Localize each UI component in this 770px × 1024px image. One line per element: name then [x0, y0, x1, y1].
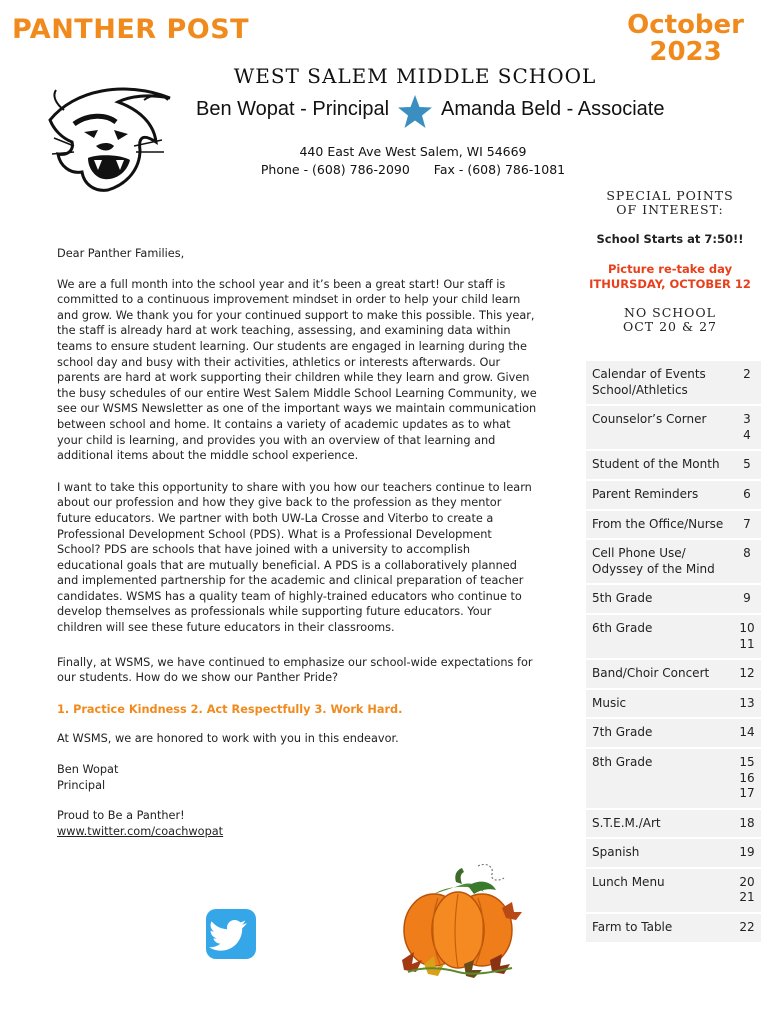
school-contact [0, 162, 770, 177]
toc-page-number: 15 16 17 [737, 748, 761, 809]
toc-row [586, 838, 761, 868]
toc-section-title: From the Office/Nurse [586, 510, 737, 540]
school-address: 440 East Ave West Salem, WI 54669 [299, 144, 527, 159]
toc-section-title: Student of the Month [586, 450, 737, 480]
toc-row [586, 614, 761, 659]
toc-page-number: 20 21 [737, 868, 761, 913]
toc-row [586, 659, 761, 689]
toc-page-number: 5 [737, 450, 761, 480]
twitter-bird-icon[interactable] [205, 908, 257, 960]
toc-row [586, 718, 761, 748]
school-name: WEST SALEM MIDDLE SCHOOL [233, 64, 597, 88]
toc-row [586, 539, 761, 584]
toc-page-number: 3 4 [737, 405, 761, 450]
principal-name: Ben Wopat - Principal [196, 98, 390, 120]
letter-body [57, 246, 537, 839]
toc-row [586, 405, 761, 450]
toc-row [586, 510, 761, 540]
toc-section-title: Cell Phone Use/ Odyssey of the Mind [586, 539, 737, 584]
associate-name: Amanda Beld - Associate [441, 98, 665, 120]
toc-row [586, 868, 761, 913]
no-school-line2: OCT 20 & 27 [622, 319, 717, 334]
letter-paragraph-2: I want to take this opportunity to share with you how our teachers continue to learn about our profession and how they give back to the profession as they mentor future educators. We partner with both UW-La Crosse and Viterbo to create a Professional Development School (PDS). What is a Professional Development School? PDS are schools that have joined with a university to accomplish educational goals that are mutually beneficial. A PDS is a collaboratively planned and implemented partnership for the academic and clinical preparation of teacher candidates. WSMS has a quality team of highly-trained educators who continue to develop themselves as professionals while supporting future educators. Your children will see these future educators in their classrooms. [57, 480, 532, 635]
toc-section-title: Lunch Menu [586, 868, 737, 913]
toc-row [586, 361, 761, 405]
issue-date [627, 12, 744, 66]
picture-retake-notice [589, 262, 751, 292]
toc-row [586, 480, 761, 510]
pumpkin-illustration [394, 860, 524, 980]
toc-section-title: Spanish [586, 838, 737, 868]
toc-page-number: 19 [737, 838, 761, 868]
letter-closing: Proud to Be a Panther! [57, 809, 185, 823]
toc-row [586, 809, 761, 839]
star-icon [396, 94, 434, 130]
toc-page-number: 22 [737, 913, 761, 943]
table-of-contents [586, 361, 761, 944]
toc-section-title: 5th Grade [586, 584, 737, 614]
no-school-notice [589, 306, 751, 334]
signature-title: Principal [57, 778, 106, 792]
toc-page-number: 2 [737, 361, 761, 405]
toc-row [586, 748, 761, 809]
toc-section-title: Farm to Table [586, 913, 737, 943]
panther-pride-expectations: 1. Practice Kindness 2. Act Respectfully 3. Work Hard. [57, 702, 403, 716]
signature-name: Ben Wopat [57, 763, 119, 777]
letter-paragraph-3: Finally, at WSMS, we have continued to emphasize our school-wide expectations for our students. How do we show our Panther Pride? [57, 655, 533, 685]
toc-section-title: S.T.E.M./Art [586, 809, 737, 839]
toc-section-title: Parent Reminders [586, 480, 737, 510]
toc-page-number: 9 [737, 584, 761, 614]
toc-page-number: 10 11 [737, 614, 761, 659]
twitter-link[interactable]: www.twitter.com/coachwopat [57, 824, 224, 838]
newsletter-title: PANTHER POST [12, 14, 250, 45]
phone-number: Phone - (608) 786-2090 [260, 162, 410, 177]
letter-paragraph-4: At WSMS, we are honored to work with you in this endeavor. [57, 732, 399, 746]
toc-page-number: 12 [737, 659, 761, 689]
toc-page-number: 14 [737, 718, 761, 748]
toc-section-title: 6th Grade [586, 614, 737, 659]
toc-section-title: Band/Choir Concert [586, 659, 737, 689]
toc-section-title: Music [586, 689, 737, 719]
toc-section-title: Calendar of Events School/Athletics [586, 361, 737, 405]
toc-section-title: 7th Grade [586, 718, 737, 748]
special-points-heading-line2: OF INTEREST: [616, 202, 724, 217]
retake-line1: Picture re-take day [607, 262, 733, 276]
toc-page-number: 8 [737, 539, 761, 584]
toc-page-number: 18 [737, 809, 761, 839]
letter-greeting: Dear Panther Families, [57, 247, 185, 260]
toc-page-number: 13 [737, 689, 761, 719]
toc-row [586, 913, 761, 943]
toc-row [586, 689, 761, 719]
school-start-time: School Starts at 7:50!! [596, 232, 744, 246]
issue-year: 2023 [649, 37, 722, 67]
issue-month: October [627, 10, 744, 40]
fax-number: Fax - (608) 786-1081 [433, 162, 566, 177]
special-points-heading-line1: SPECIAL POINTS [606, 188, 734, 203]
toc-section-title: 8th Grade [586, 748, 737, 809]
toc-row [586, 450, 761, 480]
toc-section-title: Counselor’s Corner [586, 405, 737, 450]
toc-row [586, 584, 761, 614]
retake-line2: ITHURSDAY, OCTOBER 12 [589, 277, 751, 291]
no-school-line1: NO SCHOOL [624, 305, 716, 320]
toc-page-number: 6 [737, 480, 761, 510]
special-points-heading [589, 189, 751, 217]
toc-page-number: 7 [737, 510, 761, 540]
letter-paragraph-1: We are a full month into the school year and it’s been a great start! Our staff is committed to a continuous improvement mindset in order to help your child learn and grow. We thank you for your continued support to make this possible. This year, the staff is already hard at work teaching, assessing, and examining data within teams to ensure student learning. Our students are engaged in learning during the school day and busy with their activities, athletics or interests afterwards. Our parents are hard at work supporting their children while they learn and grow. Given the busy schedules of our entire West Salem Middle School Learning Community, we see our WSMS Newsletter as one of the important ways we maintain communication between school and home. It contains a variety of academic updates as to what your child is learning, and provides you with an overview of that learning and additional items about the middle school experience. [57, 277, 537, 463]
